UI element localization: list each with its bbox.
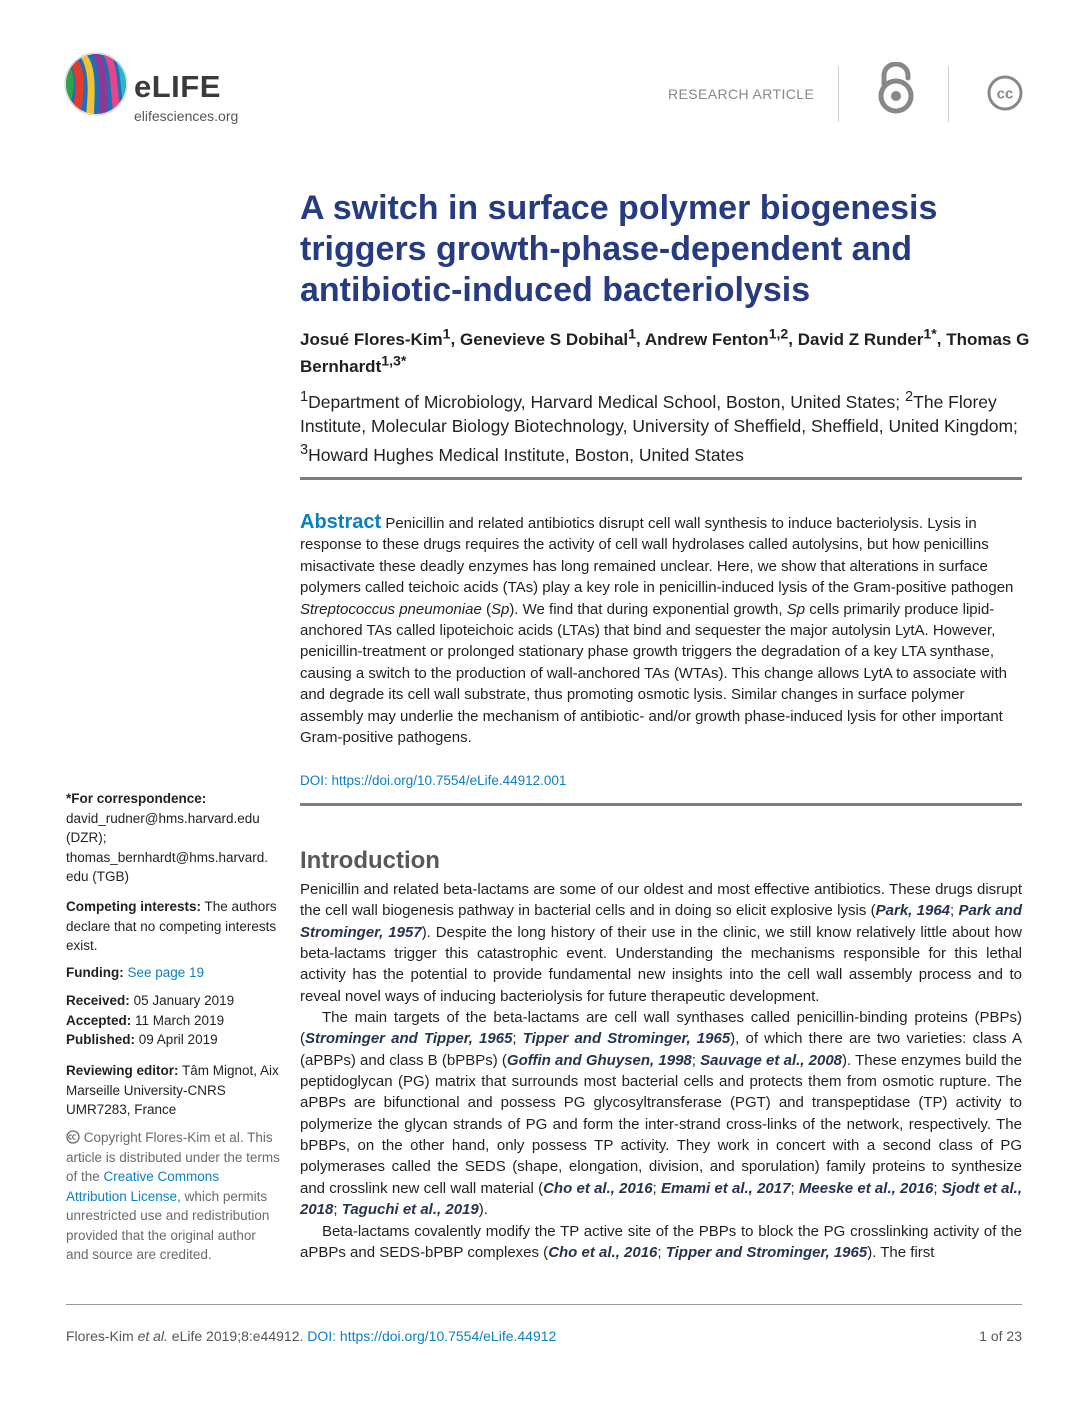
- intro-paragraph: [300, 1007, 1022, 1220]
- correspondence-email[interactable]: david_rudner@hms.harvard.edu: [66, 810, 260, 826]
- page-number: 1 of 23: [979, 1328, 1022, 1344]
- affiliation: Department of Microbiology, Harvard Medical School, Boston, United States;: [308, 391, 901, 412]
- article-title: A switch in surface polymer biogenesis triggers growth-phase-dependent and antibiotic-induced bacteriolysis: [300, 189, 938, 309]
- intro-text: ;: [950, 902, 959, 920]
- intro-text: ;: [333, 1201, 342, 1219]
- intro-text: Beta-lactams covalently modify the TP active site of the PBPs to block the PG crosslinking activity of the aPBPs and SEDS-bPBP complexes (: [300, 1222, 1022, 1261]
- citation-link[interactable]: Sjodt et al., 2018: [300, 1179, 1023, 1219]
- author[interactable]: Andrew Fenton$^{1,2}$: [644, 326, 789, 349]
- citation-link[interactable]: Park and Strominger, 1957: [300, 902, 1022, 941]
- citation-link[interactable]: Tipper and Strominger, 1965: [522, 1030, 731, 1048]
- citation-link[interactable]: Taguchi et al., 2019: [341, 1201, 479, 1219]
- intro-text: ). The first: [867, 1243, 935, 1261]
- intro-text: ). Despite the long history of their use in the clinic, we still know relatively little about how beta-lactams trigger this catastrophic event. Understanding the mechanisms responsible for this lethal activity has the potential to provide fundamental new insights into the cell wall assembly process and to reveal novel ways of inducing bacteriolysis for future therapeutic development.: [300, 923, 1022, 1005]
- open-access-icon: [876, 62, 916, 114]
- section-rule: [300, 477, 1022, 480]
- citation-link[interactable]: Cho et al., 2016: [543, 1179, 653, 1197]
- published-date: 09 April 2019: [138, 1032, 218, 1047]
- author-list: Josué Flores-Kim$^1$, Genevieve S Dobihal$^1$, Andrew Fenton$^{1,2}$, David Z Runder$^{1*}$, Thomas G Bernhardt$^{1,3*}$: [300, 326, 1030, 377]
- citation-link[interactable]: Tipper and Strominger, 1965: [665, 1243, 868, 1261]
- abstract-doi-link[interactable]: DOI: https://doi.org/10.7554/eLife.44912.001: [300, 773, 567, 788]
- header-divider: [838, 66, 839, 122]
- introduction-body: [300, 879, 1022, 1263]
- intro-text: ;: [790, 1179, 799, 1197]
- author[interactable]: David Z Runder$^{1*}$: [797, 326, 937, 349]
- footer-doi-link[interactable]: DOI: https://doi.org/10.7554/eLife.44912: [307, 1328, 557, 1344]
- funding: Funding: See page 19: [66, 965, 205, 980]
- intro-text: ;: [512, 1030, 523, 1048]
- intro-text: ).: [478, 1201, 488, 1219]
- author[interactable]: Josué Flores-Kim$^1$: [300, 326, 451, 349]
- received-date: 05 January 2019: [133, 993, 235, 1008]
- citation-link[interactable]: Sauvage et al., 2008: [700, 1051, 843, 1069]
- author[interactable]: Thomas G Bernhardt$^{1,3*}$: [300, 329, 1030, 377]
- affiliation-list: $^1$Department of Microbiology, Harvard Medical School, Boston, United States; $^2$The Florey Institute, Molecular Biology Biotechnology, University of Sheffield, Sheffield, United Kingdom; $^3$Howard Hughes Medical Institute, Boston, United States: [300, 389, 1018, 465]
- reviewing-editor: Reviewing editor: Tâm Mignot, Aix Marseille University-CNRS UMR7283, France: [66, 1063, 279, 1117]
- correspondence-label: *For correspondence:: [66, 791, 207, 806]
- dates-block: Received: 05 January 2019 Accepted: 11 March 2019 Published: 09 April 2019: [66, 993, 235, 1047]
- intro-text: ;: [652, 1179, 661, 1197]
- abstract-label: Abstract: [300, 511, 382, 533]
- intro-text: ;: [933, 1179, 942, 1197]
- cc-label: cc: [996, 85, 1014, 103]
- header-divider: [948, 66, 949, 122]
- affiliation: Howard Hughes Medical Institute, Boston, United States: [308, 444, 744, 465]
- elife-domain: elifesciences.org: [134, 108, 239, 124]
- citation-link[interactable]: Strominger and Tipper, 1965: [305, 1030, 513, 1048]
- competing-interests: Competing interests: The authors declare that no competing interests exist.: [66, 899, 277, 953]
- citation-link[interactable]: Park, 1964: [875, 902, 951, 920]
- citation-link[interactable]: Meeske et al., 2016: [798, 1179, 934, 1197]
- accepted-date: 11 March 2019: [135, 1012, 225, 1028]
- intro-text: Penicillin and related beta-lactams are some of our oldest and most effective antibiotics. These drugs disrupt the cell wall biogenesis pathway in bacterial cells and in doing so elicit explosive lysis (: [300, 881, 1022, 920]
- citation-link[interactable]: Goffin and Ghuysen, 1998: [506, 1051, 692, 1069]
- article-type-label: RESEARCH ARTICLE: [668, 86, 815, 102]
- license-link[interactable]: Creative Commons Attribution License,: [66, 1169, 220, 1204]
- introduction-heading: Introduction: [300, 847, 440, 874]
- funding-link[interactable]: See page 19: [127, 965, 205, 980]
- intro-text: ;: [657, 1243, 666, 1261]
- correspondence-block: *For correspondence: david_rudner@hms.harvard.edu (DZR); thomas_bernhardt@hms.harvard. edu (TGB): [66, 791, 269, 884]
- elife-logo[interactable]: [64, 52, 264, 132]
- abstract: Abstract Penicillin and related antibiotics disrupt cell wall synthesis to induce bacteriolysis. Lysis in response to these drugs requires the activity of cell wall hydrolases called autolysins, but how penicillins misactivate these deadly enzymes has long remained unclear. Here, we show that alterations in surface polymers called teichoic acids (TAs) play a key role in penicillin-induced lysis of the Gram-positive pathogen Streptococcus pneumoniae (Sp). We find that during exponential growth, Sp cells primarily produce lipid-anchored TAs called lipoteichoic acids (LTAs) that bind and sequester the major autolysin LytA. However, penicillin-treatment or prolonged stationary phase growth triggers the degradation of a key LTA synthase, causing a switch to the production of wall-anchored TAs (WTAs). This change allows LytA to associate with and degrade its cell wall substrate, thus promoting osmotic lysis. Similar changes in surface polymer assembly may underlie the mechanism of antibiotic- and/or growth phase-induced lysis for other important Gram-positive pathogens.: [300, 511, 1014, 747]
- correspondence-email[interactable]: thomas_bernhardt@hms.harvard.: [66, 849, 269, 865]
- footer-rule: [66, 1304, 1022, 1305]
- elife-logo-icon: [64, 52, 128, 116]
- citation-link[interactable]: Cho et al., 2016: [548, 1243, 658, 1261]
- elife-wordmark: eLIFE: [134, 69, 221, 104]
- intro-text: ;: [691, 1051, 701, 1069]
- section-rule: [300, 803, 1022, 806]
- cc-small-icon: [66, 1130, 80, 1144]
- author[interactable]: Genevieve S Dobihal$^1$: [459, 326, 637, 349]
- citation-link[interactable]: Emami et al., 2017: [660, 1179, 791, 1197]
- intro-paragraph: [300, 879, 1022, 1007]
- intro-text: The main targets of the beta-lactams are cell wall synthases called penicillin-binding proteins (PBPs) (: [300, 1009, 1022, 1048]
- affiliation: The Florey Institute, Molecular Biology Biotechnology, University of Sheffield, Sheffield, United Kingdom;: [300, 391, 1018, 436]
- footer-citation: Flores-Kim et al. eLife 2019;8:e44912. DOI: https://doi.org/10.7554/eLife.44912: [66, 1328, 557, 1344]
- intro-text: ), of which there are two varieties: class A (aPBPs) and class B (bPBPs) (: [300, 1030, 1023, 1069]
- intro-paragraph: [300, 1221, 1022, 1264]
- license-note: Copyright Flores-Kim et al. This article is distributed under the terms of the Creative Commons Attribution License, which permits unrestricted use and redistribution provided that the original author and source are credited.: [66, 1130, 280, 1262]
- creative-commons-icon: [986, 74, 1024, 112]
- intro-text: ). These enzymes build the peptidoglycan (PG) matrix that surrounds most bacterial cells and protects them from osmotic rupture. The aPBPs are bifunctional and possess PG glycosyltransferase (PGT) and transpeptidase (TP) activity to polymerize the glycan strands of PG and form the inter-strand cross-links of the network, respectively. The bPBPs, on the other hand, only possess TP activity. They work in concert with a second class of PG polymerases called the SEDS (shape, elongation, division, and sporulation) family proteins to synthesize and crosslink new cell wall material (: [300, 1051, 1022, 1197]
